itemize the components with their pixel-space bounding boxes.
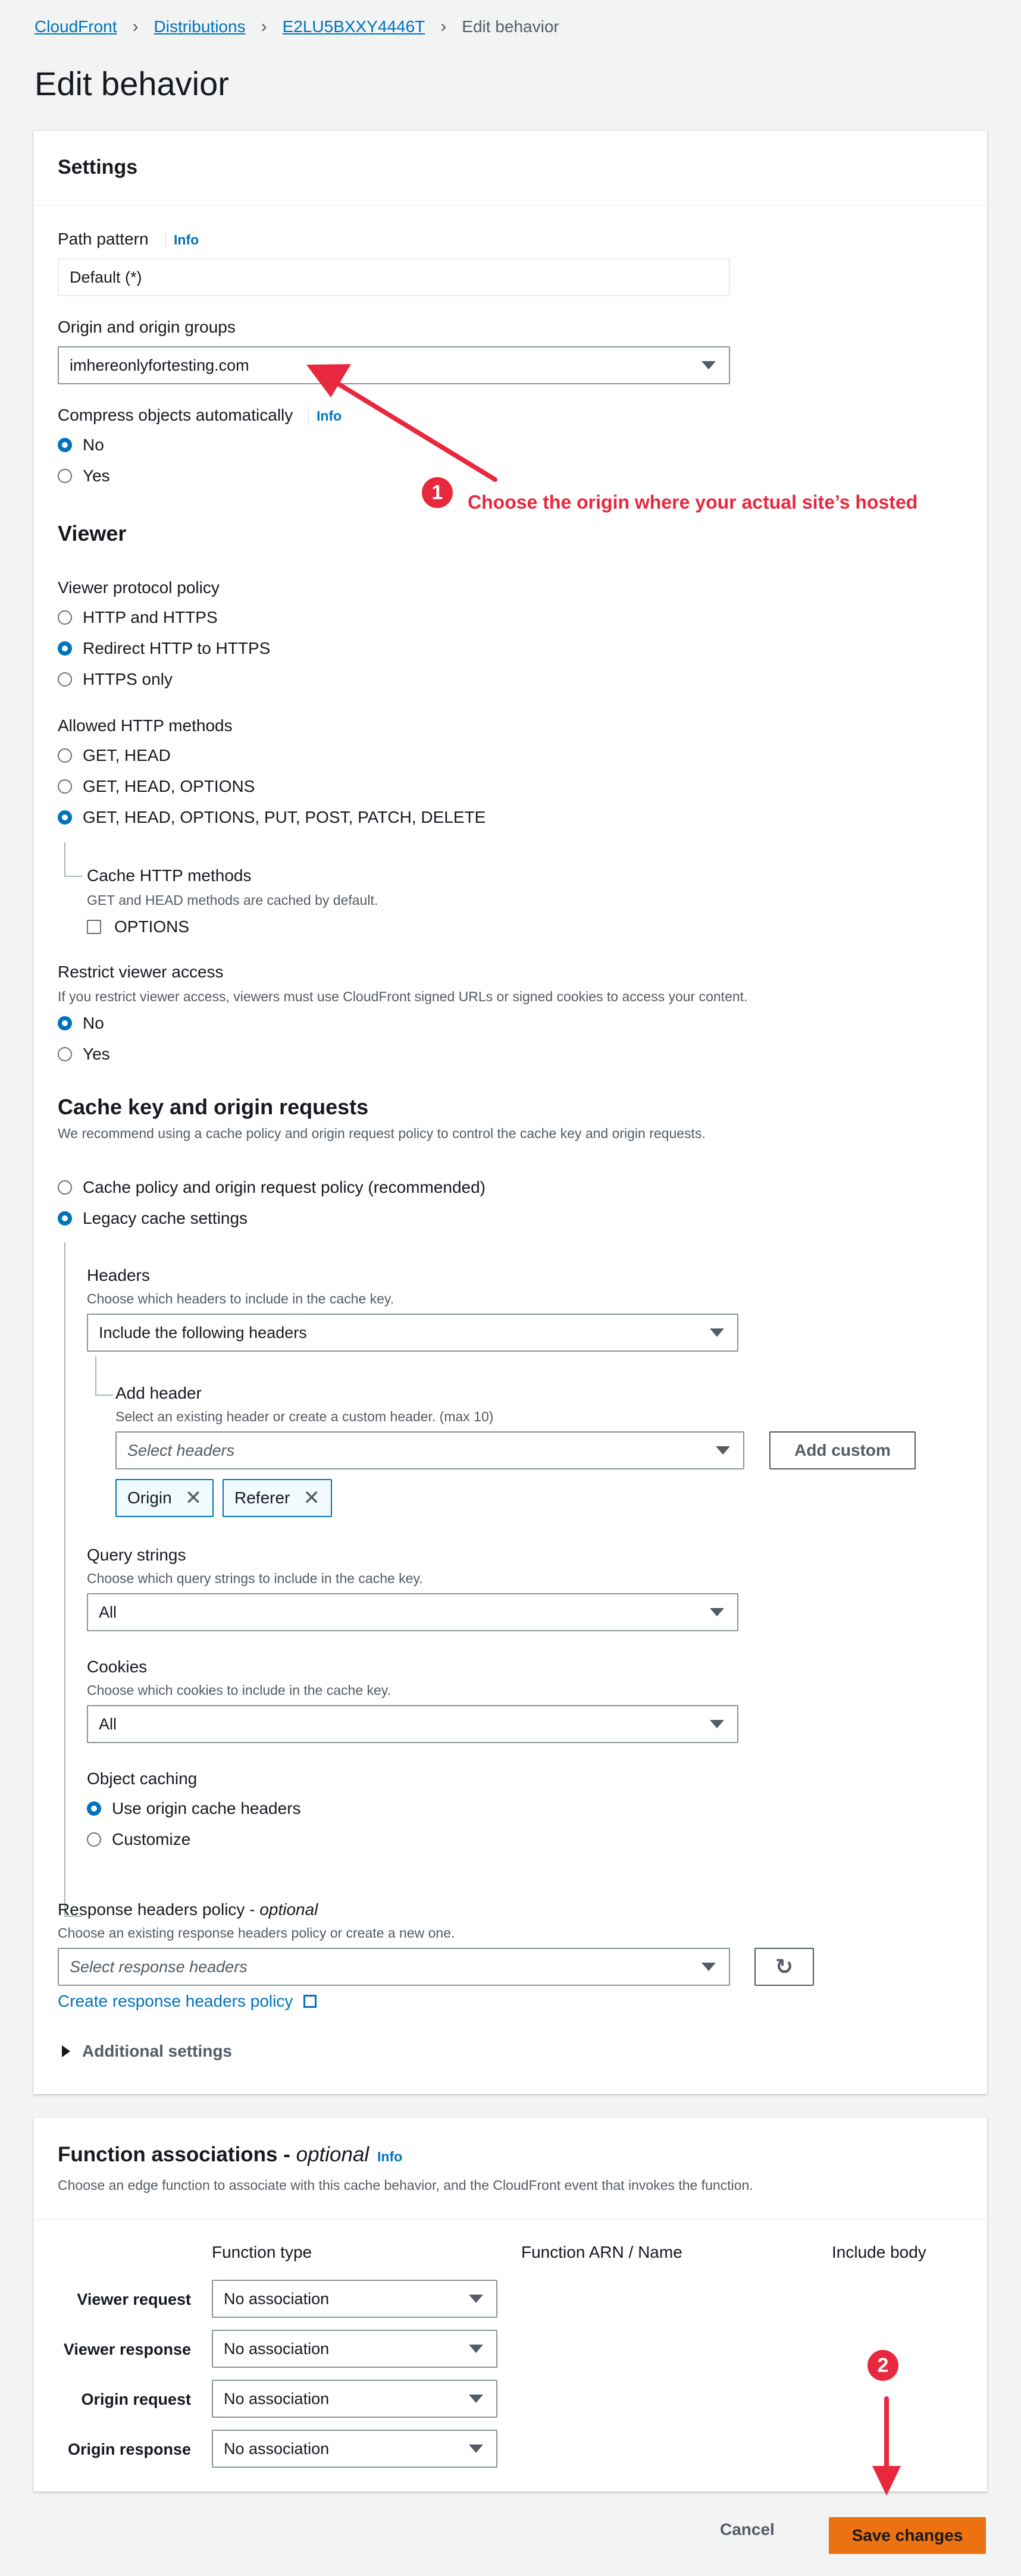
query-strings-value: All (99, 1603, 117, 1621)
path-pattern-value: Default (*) (70, 268, 142, 286)
optional-tag: optional (259, 1900, 318, 1919)
radio-label: GET, HEAD (83, 746, 171, 764)
annotation-arrow-1 (306, 364, 495, 480)
annotation-text-1: Choose the origin where your actual site’s hosted (468, 491, 918, 513)
page-title: Edit behavior (35, 65, 229, 102)
select-value: No association (224, 2389, 330, 2408)
close-icon[interactable]: ✕ (184, 1487, 202, 1509)
cookies-desc: Choose which cookies to include in the cache key. (87, 1682, 391, 1698)
select-value: No association (224, 2289, 330, 2308)
headers-desc: Choose which headers to include in the cache key. (87, 1291, 394, 1306)
viewer-response-label: Viewer response (63, 2340, 191, 2358)
radio-label: Cache policy and origin request policy (recommended) (83, 1178, 486, 1196)
annotation-badge-1: 1 (422, 477, 453, 508)
token-label: Referer (234, 1488, 290, 1507)
function-associations-desc: Choose an edge function to associate with this cache behavior, and the CloudFront event that invokes the function. (58, 2177, 753, 2193)
viewer-heading: Viewer (58, 521, 127, 546)
create-response-policy-link-text: Create response headers policy (58, 1992, 293, 2010)
radio-label: No (83, 1014, 104, 1032)
origin-response-label: Origin response (67, 2440, 191, 2458)
origin-request-label: Origin request (81, 2390, 191, 2408)
viewer-protocol-label: Viewer protocol policy (58, 578, 220, 597)
origin-select-value: imhereonlyfortesting.com (70, 356, 249, 374)
radio-label: GET, HEAD, OPTIONS (83, 777, 255, 795)
cookies-label: Cookies (87, 1657, 148, 1676)
breadcrumb-current: Edit behavior (462, 17, 559, 36)
headers-select-value: Include the following headers (99, 1323, 307, 1342)
query-strings-label: Query strings (87, 1546, 186, 1564)
add-custom-button[interactable]: Add custom (769, 1431, 916, 1469)
function-info-link[interactable]: Info (377, 2149, 403, 2164)
compress-label: Compress objects automatically (58, 406, 293, 424)
viewer-request-label: Viewer request (77, 2290, 191, 2308)
select-value: No association (224, 2439, 330, 2458)
col-function-arn: Function ARN / Name (521, 2243, 682, 2261)
radio-label: No (83, 435, 104, 454)
annotation-arrow-2 (872, 2399, 901, 2496)
settings-heading: Settings (58, 156, 138, 178)
radio-label: Use origin cache headers (112, 1799, 301, 1817)
checkbox-label: OPTIONS (114, 917, 190, 936)
origin-label: Origin and origin groups (58, 318, 236, 336)
add-header-label: Add header (115, 1384, 202, 1402)
restrict-access-label: Restrict viewer access (58, 963, 224, 981)
radio-label: Customize (112, 1830, 191, 1848)
col-include-body: Include body (832, 2243, 926, 2261)
radio-label: Legacy cache settings (83, 1209, 248, 1227)
response-headers-desc: Choose an existing response headers policy or create a new one. (58, 1925, 455, 1941)
path-pattern-label: Path pattern (58, 230, 149, 248)
chevron-right-icon: › (261, 17, 267, 36)
radio-label: HTTP and HTTPS (83, 608, 218, 626)
cache-methods-label: Cache HTTP methods (87, 866, 252, 885)
optional-tag: optional (296, 2143, 369, 2166)
chevron-right-icon: › (132, 17, 139, 36)
radio-label: Yes (83, 466, 110, 485)
chevron-right-icon: › (440, 17, 447, 36)
headers-label: Headers (87, 1266, 150, 1284)
select-value: No association (224, 2339, 330, 2358)
breadcrumb-distribution-id-link[interactable]: E2LU5BXXY4446T (282, 17, 425, 36)
radio-label: Redirect HTTP to HTTPS (83, 639, 271, 657)
additional-settings-label: Additional settings (82, 2042, 232, 2060)
cache-key-heading: Cache key and origin requests (58, 1095, 369, 1119)
save-changes-button[interactable]: Save changes (829, 2517, 986, 2554)
function-heading-text: Function associations - (58, 2143, 296, 2166)
allowed-methods-label: Allowed HTTP methods (58, 716, 233, 735)
cancel-button[interactable]: Cancel (720, 2520, 775, 2539)
breadcrumb-distributions-link[interactable]: Distributions (154, 17, 246, 36)
cache-methods-desc: GET and HEAD methods are cached by default. (87, 892, 378, 908)
response-headers-label-text: Response headers policy - (58, 1900, 260, 1919)
radio-label: Yes (83, 1045, 110, 1063)
refresh-icon: ↻ (775, 1954, 794, 1979)
compress-info-link[interactable]: Info (317, 408, 342, 424)
object-caching-label: Object caching (87, 1769, 198, 1788)
cache-key-desc: We recommend using a cache policy and origin request policy to control the cache key and origin requests. (58, 1126, 706, 1141)
response-headers-placeholder: Select response headers (70, 1957, 248, 1976)
cookies-value: All (99, 1715, 117, 1733)
breadcrumb-cloudfront-link[interactable]: CloudFront (35, 17, 117, 36)
path-pattern-info-link[interactable]: Info (174, 232, 199, 247)
radio-label: HTTPS only (83, 670, 173, 688)
add-header-placeholder: Select headers (127, 1441, 235, 1459)
col-function-type: Function type (212, 2243, 312, 2261)
token-label: Origin (127, 1488, 172, 1507)
close-icon[interactable]: ✕ (303, 1487, 320, 1509)
radio-label: GET, HEAD, OPTIONS, PUT, POST, PATCH, DELETE (83, 808, 486, 826)
restrict-access-desc: If you restrict viewer access, viewers must use CloudFront signed URLs or signed cookies to access your content. (58, 989, 748, 1004)
add-header-desc: Select an existing header or create a custom header. (max 10) (115, 1409, 494, 1424)
annotation-badge-2: 2 (867, 2350, 898, 2381)
query-strings-desc: Choose which query strings to include in the cache key. (87, 1571, 423, 1586)
